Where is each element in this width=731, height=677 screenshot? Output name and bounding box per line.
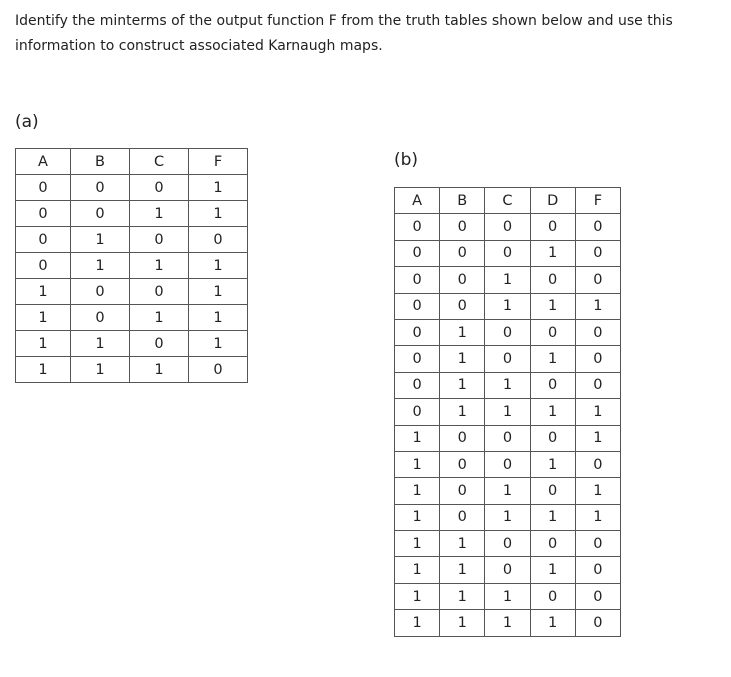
table-cell: 0 (395, 214, 440, 240)
table-cell: 0 (395, 346, 440, 372)
table-cell: 1 (485, 372, 530, 398)
table-cell: 1 (440, 583, 485, 609)
table-row (395, 557, 621, 583)
table-cell: 0 (485, 319, 530, 345)
table-cell: 1 (16, 279, 71, 305)
table-cell: 1 (530, 557, 575, 583)
table-cell: 1 (130, 357, 189, 383)
table-cell: 1 (440, 372, 485, 398)
table-cell: 1 (440, 319, 485, 345)
table-cell: 1 (130, 201, 189, 227)
table-cell: 1 (530, 504, 575, 530)
table-cell: 0 (575, 267, 620, 293)
table-row (16, 279, 248, 305)
table-cell: 0 (440, 267, 485, 293)
table-row (16, 357, 248, 383)
table-row (395, 267, 621, 293)
table-cell: 0 (71, 175, 130, 201)
table-cell: 0 (395, 240, 440, 266)
table-cell: 0 (16, 253, 71, 279)
table-cell: 1 (395, 451, 440, 477)
table-cell: 1 (71, 331, 130, 357)
table-cell: 0 (530, 267, 575, 293)
header-cell-b: B (71, 149, 130, 175)
table-cell: 1 (575, 293, 620, 319)
table-cell: 1 (440, 610, 485, 636)
table-cell: 0 (530, 319, 575, 345)
table-cell: 1 (395, 583, 440, 609)
table-cell: 0 (395, 372, 440, 398)
table-cell: 0 (485, 346, 530, 372)
table-cell: 1 (130, 305, 189, 331)
table-cell: 1 (530, 240, 575, 266)
table-cell: 1 (189, 331, 248, 357)
table-row (16, 201, 248, 227)
table-cell: 0 (530, 478, 575, 504)
table-cell: 0 (440, 214, 485, 240)
table-cell: 1 (71, 357, 130, 383)
table-cell: 0 (530, 583, 575, 609)
table-row (395, 504, 621, 530)
table-cell: 1 (530, 293, 575, 319)
table-cell: 1 (440, 399, 485, 425)
table-row (16, 175, 248, 201)
table-cell: 0 (575, 557, 620, 583)
table-row (16, 331, 248, 357)
table-cell: 0 (485, 557, 530, 583)
table-cell: 0 (575, 531, 620, 557)
table-cell: 1 (575, 478, 620, 504)
table-cell: 1 (440, 346, 485, 372)
table-cell: 1 (575, 425, 620, 451)
table-row (395, 319, 621, 345)
table-row (16, 305, 248, 331)
table-cell: 0 (71, 279, 130, 305)
table-cell: 0 (16, 175, 71, 201)
table-cell: 1 (189, 253, 248, 279)
table-cell: 1 (485, 399, 530, 425)
table-row (395, 346, 621, 372)
table-cell: 1 (189, 279, 248, 305)
table-header-row (395, 188, 621, 214)
truth-table-b (394, 187, 621, 637)
table-cell: 0 (440, 293, 485, 319)
table-cell: 0 (130, 279, 189, 305)
table-cell: 0 (130, 227, 189, 253)
truth-table-a (15, 148, 248, 383)
table-cell: 0 (575, 319, 620, 345)
table-row (395, 214, 621, 240)
table-row (395, 425, 621, 451)
table-cell: 0 (530, 425, 575, 451)
table-cell: 1 (485, 293, 530, 319)
table-row (395, 399, 621, 425)
table-cell: 0 (189, 227, 248, 253)
table-row (395, 293, 621, 319)
table-cell: 0 (485, 240, 530, 266)
table-cell: 1 (71, 227, 130, 253)
table-cell: 1 (485, 583, 530, 609)
table-cell: 1 (575, 399, 620, 425)
table-cell: 1 (485, 610, 530, 636)
table-cell: 0 (130, 331, 189, 357)
header-cell-d: D (530, 188, 575, 214)
table-cell: 1 (395, 531, 440, 557)
table-cell: 0 (440, 478, 485, 504)
header-cell-f: F (189, 149, 248, 175)
header-cell-c: C (130, 149, 189, 175)
header-cell-a: A (16, 149, 71, 175)
table-cell: 1 (440, 557, 485, 583)
header-cell-a: A (395, 188, 440, 214)
table-a-label: (a) (15, 112, 39, 132)
table-cell: 0 (440, 504, 485, 530)
table-cell: 1 (130, 253, 189, 279)
table-cell: 0 (575, 346, 620, 372)
table-cell: 1 (530, 399, 575, 425)
table-cell: 0 (575, 372, 620, 398)
table-cell: 0 (189, 357, 248, 383)
table-cell: 0 (530, 214, 575, 240)
table-cell: 1 (189, 305, 248, 331)
table-row (395, 583, 621, 609)
table-row (16, 227, 248, 253)
table-cell: 1 (530, 346, 575, 372)
table-cell: 1 (16, 331, 71, 357)
table-b-label: (b) (394, 150, 419, 170)
table-cell: 1 (395, 610, 440, 636)
table-cell: 0 (16, 201, 71, 227)
table-row (395, 372, 621, 398)
table-cell: 0 (485, 214, 530, 240)
table-cell: 0 (575, 451, 620, 477)
table-header-row (16, 149, 248, 175)
table-row (395, 478, 621, 504)
table-cell: 0 (575, 610, 620, 636)
table-cell: 0 (16, 227, 71, 253)
table-cell: 1 (189, 201, 248, 227)
table-cell: 1 (530, 610, 575, 636)
table-cell: 1 (485, 478, 530, 504)
header-cell-b: B (440, 188, 485, 214)
table-cell: 0 (130, 175, 189, 201)
table-cell: 0 (71, 201, 130, 227)
table-cell: 1 (485, 267, 530, 293)
table-cell: 0 (440, 425, 485, 451)
table-cell: 1 (530, 451, 575, 477)
table-row (395, 610, 621, 636)
table-cell: 1 (485, 504, 530, 530)
table-row (395, 240, 621, 266)
instructions-text: Identify the minterms of the output function F from the truth tables shown below and use this information to construct associated Karnaugh maps. (15, 13, 673, 54)
table-cell: 1 (16, 357, 71, 383)
header-cell-f: F (575, 188, 620, 214)
table-cell: 0 (395, 399, 440, 425)
table-row (395, 451, 621, 477)
table-cell: 1 (395, 478, 440, 504)
table-cell: 1 (16, 305, 71, 331)
table-cell: 0 (395, 293, 440, 319)
table-cell: 1 (395, 504, 440, 530)
table-cell: 0 (440, 240, 485, 266)
table-cell: 1 (395, 557, 440, 583)
table-row (16, 253, 248, 279)
table-cell: 0 (530, 531, 575, 557)
table-cell: 0 (395, 267, 440, 293)
table-cell: 0 (440, 451, 485, 477)
table-cell: 0 (485, 425, 530, 451)
table-cell: 1 (395, 425, 440, 451)
table-cell: 0 (485, 451, 530, 477)
table-cell: 0 (575, 583, 620, 609)
table-cell: 0 (530, 372, 575, 398)
table-cell: 0 (395, 319, 440, 345)
header-cell-c: C (485, 188, 530, 214)
table-cell: 0 (575, 240, 620, 266)
table-cell: 1 (189, 175, 248, 201)
table-cell: 1 (440, 531, 485, 557)
table-cell: 1 (575, 504, 620, 530)
table-cell: 1 (71, 253, 130, 279)
table-cell: 0 (71, 305, 130, 331)
table-row (395, 531, 621, 557)
table-cell: 0 (575, 214, 620, 240)
table-cell: 0 (485, 531, 530, 557)
